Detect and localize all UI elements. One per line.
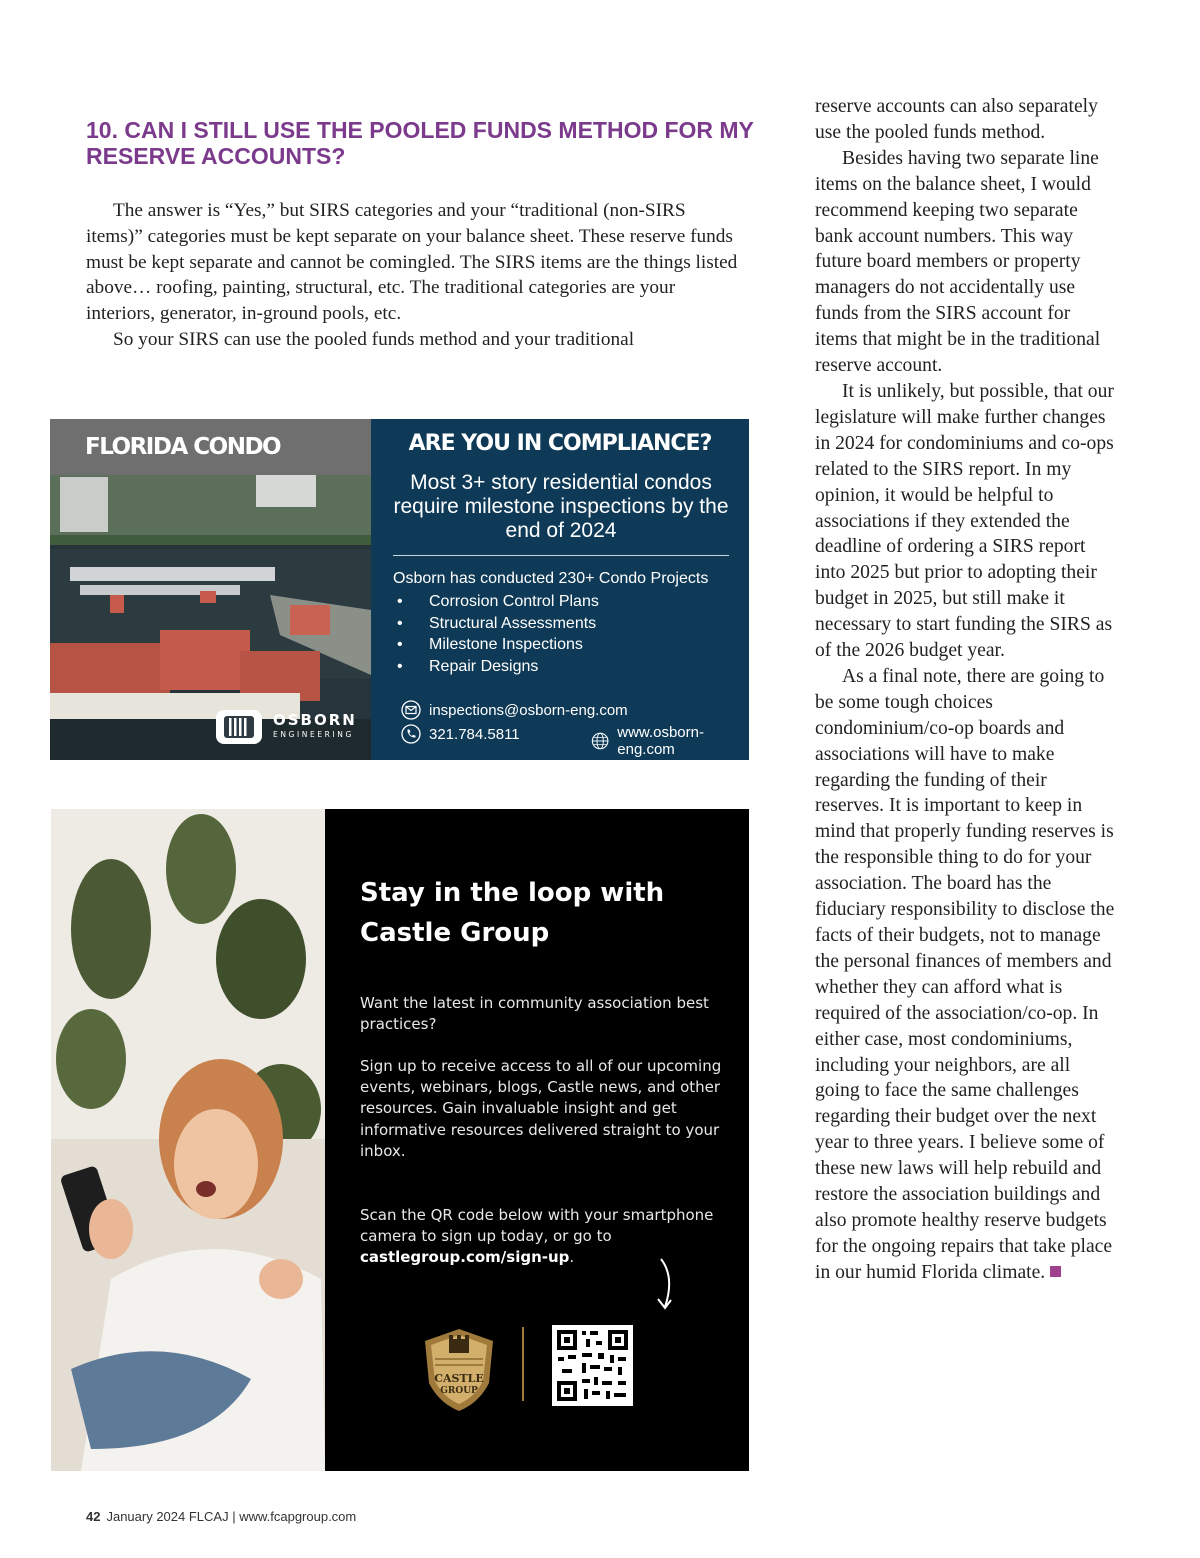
castle-intro-text: Want the latest in community association best practices?	[360, 994, 709, 1034]
email-contact[interactable]	[401, 700, 628, 720]
phone-number[interactable]: 321.784.5811	[429, 725, 520, 743]
signup-link[interactable]: castlegroup.com/sign-up	[360, 1248, 570, 1267]
castle-logo-text-2: GROUP	[440, 1386, 478, 1396]
phone-icon	[401, 724, 421, 744]
column-paragraph-final	[815, 664, 1117, 1286]
castle-signup-text: Sign up to receive access to all of our upcoming events, webinars, blogs, Castle news, and other resources. Gain invaluable insight and get informative resources delivered straight to your inbox.	[360, 1057, 722, 1160]
osborn-logo	[215, 709, 365, 745]
projects-count: Osborn has conducted 230+ Condo Projects	[393, 570, 709, 587]
right-column	[815, 94, 1117, 1286]
castle-group-advertisement[interactable]	[51, 809, 749, 1471]
logo-qr-divider	[522, 1327, 524, 1401]
page-number: 42	[86, 1509, 101, 1524]
email-link[interactable]: inspections@osborn-eng.com	[429, 701, 628, 719]
column-paragraph: It is unlikely, but possible, that our legislature will make further changes in 2024 for condominiums and co-ops related to the SIRS report. In my opinion, it would be helpful to associations if they extended the deadline of ordering a SIRS report into 2025 but prior to adopting their budget in 2025, but still make it necessary to start funding the SIRS as of the 2026 budget year.	[815, 380, 1114, 662]
osborn-logo-mark-icon	[215, 709, 263, 745]
final-paragraph-text: As a final note, there are going to be some tough choices condominium/co-op boards and associations will have to make regarding the funding of their reserves. It is important to keep in mind that properly funding reserves is the responsible thing to do for your association. The board has the fiduciary responsibility to disclose the facts of their budgets, not to manage the personal finances of members and whether they can afford what is required of the association/co-op. In either case, most condominiums, including your neighbors, are all going to face the same challenges regarding their budget over the next year to three years. I believe some of these new laws will help rebuild and restore the association buildings and also promote healthy reserve budgets for the ongoing repairs that take place in our humid Florida climate.	[815, 665, 1115, 1283]
castle-logo-text-1: CASTLE	[434, 1372, 484, 1385]
column-paragraph: Besides having two separate line items on the balance sheet, I would recommend keeping two separate bank account numbers. This way future board members or property managers do not accidentally use funds from the SIRS account for items that might be in the traditional reserve account.	[815, 147, 1101, 377]
page-footer	[86, 1509, 356, 1524]
list-item: • Repair Designs	[397, 657, 539, 675]
services-list	[397, 591, 599, 677]
compliance-subtitle: Most 3+ story residential condos require milestone inspections by the end of 2024	[393, 471, 729, 542]
osborn-left-title: FLORIDA CONDO	[50, 419, 371, 475]
curved-arrow-down-icon	[651, 1257, 681, 1315]
globe-icon	[591, 731, 609, 751]
list-item: • Structural Assessments	[397, 614, 597, 632]
list-item: • Corrosion Control Plans	[397, 593, 599, 610]
divider	[393, 555, 729, 556]
qr-code-icon	[552, 1325, 633, 1406]
castle-qr-instructions: Scan the QR code below with your smartphone camera to sign up today, or go to castlegroup.com/sign-up.	[360, 1206, 714, 1267]
castle-headline: Stay in the loop with Castle Group	[360, 878, 665, 948]
article-paragraph: The answer is “Yes,” but SIRS categories and your “traditional (non-SIRS items)” categories must be kept separate on your balance sheet. These reserve funds must be kept separate and cannot be comingled. The SIRS items are the things listed above… roofing, painting, structural, etc. The traditional categories are your interiors, generator, in-ground pools, etc.	[86, 200, 738, 325]
envelope-icon	[401, 700, 421, 720]
website-contact[interactable]	[591, 724, 749, 758]
article-paragraph: So your SIRS can use the pooled funds method and your traditional	[113, 328, 635, 350]
osborn-photo-panel	[50, 419, 371, 760]
article-heading: 10. CAN I STILL USE THE POOLED FUNDS METHOD FOR MY RESERVE ACCOUNTS?	[86, 117, 754, 169]
compliance-title: ARE YOU IN COMPLIANCE?	[408, 431, 712, 456]
phone-contact[interactable]	[401, 724, 520, 744]
column-paragraph: reserve accounts can also separately use the pooled funds method.	[815, 96, 1098, 143]
castle-group-logo-icon	[419, 1325, 499, 1415]
osborn-info-panel	[371, 419, 749, 760]
footer-text: January 2024 FLCAJ | www.fcapgroup.com	[106, 1509, 357, 1524]
qr-code[interactable]	[552, 1325, 633, 1406]
osborn-logo-name: OSBORN	[273, 711, 357, 729]
woman-with-phone-photo	[51, 809, 325, 1471]
list-item: • Milestone Inspections	[397, 636, 583, 653]
osborn-advertisement[interactable]	[50, 419, 749, 760]
article-body	[86, 198, 746, 353]
website-link[interactable]: www.osborn-eng.com	[617, 724, 704, 758]
end-of-article-mark	[1050, 1266, 1061, 1277]
osborn-logo-subtitle: ENGINEERING	[273, 730, 354, 739]
